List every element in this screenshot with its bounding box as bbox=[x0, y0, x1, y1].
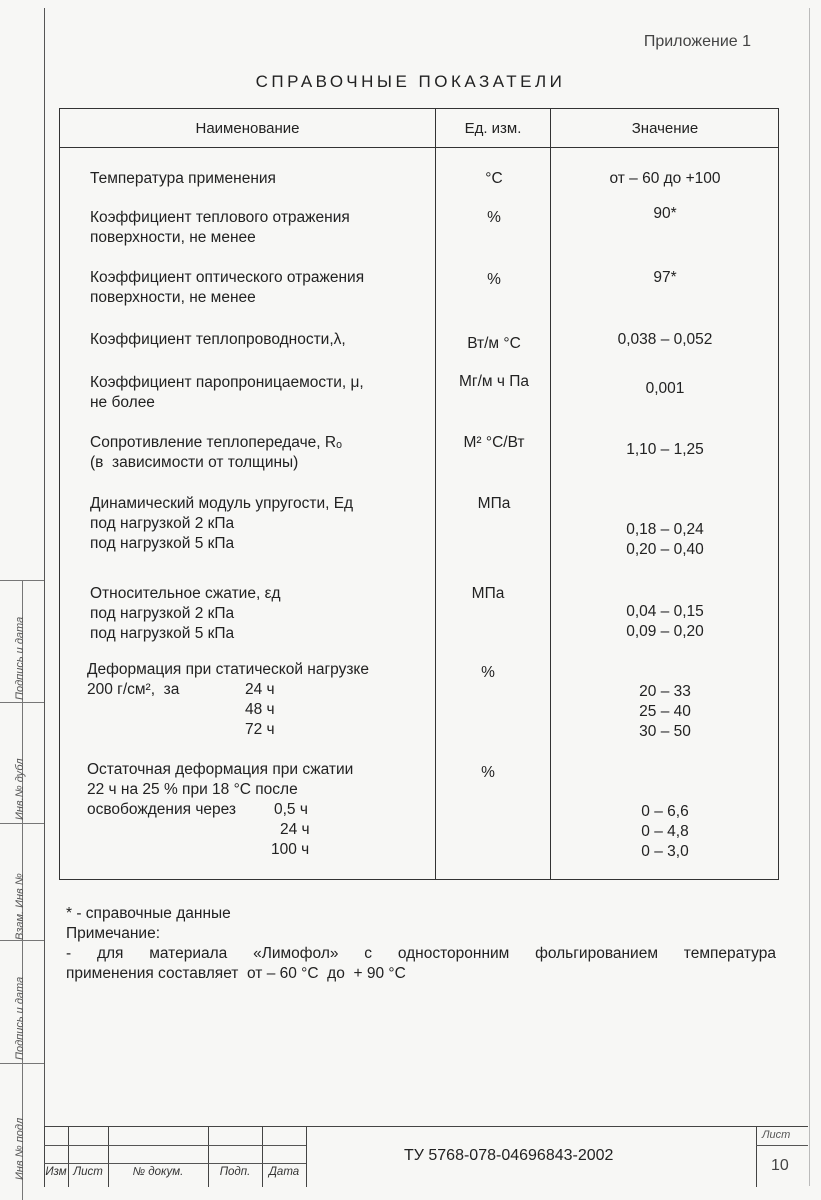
row-name: Коэффициент оптического отражения bbox=[90, 269, 365, 286]
row-time: 72 ч bbox=[245, 721, 275, 738]
stamp-divider bbox=[306, 1127, 307, 1187]
row-name: под нагрузкой 2 кПа bbox=[90, 605, 235, 622]
row-unit: % bbox=[481, 664, 495, 681]
row-name: (в зависимости от толщины) bbox=[90, 454, 299, 471]
row-value: от – 60 до +100 bbox=[609, 170, 721, 187]
margin-rule bbox=[0, 823, 44, 824]
row-time: 24 ч bbox=[280, 821, 310, 838]
margin-label: Инв № подл bbox=[14, 1117, 26, 1180]
row-value: 0 – 3,0 bbox=[641, 843, 689, 860]
row-time: 48 ч bbox=[245, 701, 275, 718]
row-name: Коэффициент паропроницаемости, μ, bbox=[90, 374, 364, 391]
row-name: Температура применения bbox=[90, 170, 276, 187]
stamp-rule bbox=[756, 1145, 808, 1146]
page-heading: СПРАВОЧНЫЕ ПОКАЗАТЕЛИ bbox=[255, 72, 566, 91]
stamp-column-label: № докум. bbox=[132, 1166, 184, 1178]
title-block bbox=[44, 1126, 808, 1187]
row-value: 0 – 6,6 bbox=[641, 803, 689, 820]
row-value: 0,001 bbox=[645, 380, 685, 397]
row-value: 0,04 – 0,15 bbox=[626, 603, 704, 620]
header-value: Значение bbox=[631, 120, 699, 137]
margin-rule bbox=[0, 580, 44, 581]
row-value: 0,20 – 0,40 bbox=[626, 541, 704, 558]
reference-table bbox=[59, 108, 779, 880]
margin-rule bbox=[0, 940, 44, 941]
note-line: применения составляет от – 60 °С до + 90 °С bbox=[66, 965, 406, 982]
margin-rule bbox=[0, 702, 44, 703]
row-value: 97* bbox=[653, 269, 677, 286]
row-time: 0,5 ч bbox=[274, 801, 308, 818]
margin-rule bbox=[0, 1063, 44, 1064]
row-unit: °С bbox=[485, 170, 503, 187]
row-unit: МПа bbox=[477, 495, 511, 512]
row-value: 0 – 4,8 bbox=[641, 823, 689, 840]
stamp-column-label: Лист bbox=[73, 1166, 103, 1178]
stamp-column-label: Дата bbox=[268, 1166, 300, 1178]
stamp-column-label: Подп. bbox=[219, 1166, 251, 1178]
stamp-divider bbox=[68, 1127, 69, 1187]
row-name: Коэффициент теплопроводности,λ, bbox=[90, 331, 346, 348]
sheet-number: 10 bbox=[771, 1157, 789, 1174]
row-name: Остаточная деформация при сжатии bbox=[87, 761, 354, 778]
row-value: 1,10 – 1,25 bbox=[626, 441, 704, 458]
row-name: Сопротивление теплопередаче, Rₒ bbox=[90, 434, 342, 451]
margin-label: Подпись и дата bbox=[14, 976, 26, 1060]
stamp-divider bbox=[44, 1127, 45, 1187]
stamp-divider bbox=[756, 1127, 757, 1187]
row-name: под нагрузкой 5 кПа bbox=[90, 535, 235, 552]
margin-label: Взам. Инв № bbox=[14, 873, 26, 940]
row-name: 22 ч на 25 % при 18 °С после bbox=[87, 781, 298, 798]
row-load: 200 г/см², за bbox=[87, 681, 180, 698]
row-name: Коэффициент теплового отражения bbox=[90, 209, 350, 226]
row-value: 90* bbox=[653, 205, 677, 222]
header-divider bbox=[60, 147, 778, 148]
row-name: Динамический модуль упругости, Eд bbox=[90, 495, 354, 512]
row-value: 0,038 – 0,052 bbox=[617, 331, 713, 348]
margin-stamp bbox=[0, 580, 44, 1200]
row-unit: % bbox=[487, 271, 501, 288]
row-unit: МПа bbox=[471, 585, 505, 602]
stamp-rule bbox=[44, 1163, 306, 1164]
header-unit: Ед. изм. bbox=[464, 120, 522, 137]
row-value: 25 – 40 bbox=[639, 703, 691, 720]
row-name: Деформация при статической нагрузке bbox=[87, 661, 370, 678]
stamp-divider bbox=[208, 1127, 209, 1187]
row-name: Относительное сжатие, εд bbox=[90, 585, 281, 602]
stamp-rule bbox=[44, 1145, 306, 1146]
notes-block bbox=[66, 904, 776, 984]
row-unit: Вт/м °С bbox=[467, 335, 521, 352]
row-name: под нагрузкой 2 кПа bbox=[90, 515, 235, 532]
row-name: под нагрузкой 5 кПа bbox=[90, 625, 235, 642]
row-unit: % bbox=[481, 764, 495, 781]
row-name: освобождения через bbox=[87, 801, 237, 818]
note-title: Примечание: bbox=[66, 925, 161, 942]
row-name: поверхности, не менее bbox=[90, 289, 256, 306]
row-value: 0,18 – 0,24 bbox=[626, 521, 704, 538]
row-value: 30 – 50 bbox=[639, 723, 691, 740]
stamp-column-label: Изм bbox=[45, 1166, 67, 1178]
column-divider bbox=[550, 109, 551, 879]
stamp-divider bbox=[108, 1127, 109, 1187]
asterisk-note: * - справочные данные bbox=[66, 905, 231, 922]
row-name: поверхности, не менее bbox=[90, 229, 256, 246]
note-line: - для материала «Лимофол» с односторонним фольгированием температура bbox=[66, 945, 776, 962]
stamp-divider bbox=[262, 1127, 263, 1187]
appendix-label: Приложение 1 bbox=[643, 33, 751, 50]
header-name: Наименование bbox=[195, 120, 300, 137]
row-value: 0,09 – 0,20 bbox=[626, 623, 704, 640]
row-time: 100 ч bbox=[271, 841, 310, 858]
row-unit: Мг/м ч Па bbox=[459, 373, 529, 390]
margin-label: Инв.№ дубл bbox=[14, 758, 26, 820]
row-unit: % bbox=[487, 209, 501, 226]
row-name: не более bbox=[90, 394, 155, 411]
row-value: 20 – 33 bbox=[639, 683, 691, 700]
sheet-label: Лист bbox=[762, 1129, 791, 1141]
document-code: ТУ 5768-078-04696843-2002 bbox=[404, 1147, 614, 1164]
margin-label: Подпись и дата bbox=[14, 616, 26, 700]
row-unit: М² °С/Вт bbox=[463, 434, 525, 451]
row-time: 24 ч bbox=[245, 681, 275, 698]
